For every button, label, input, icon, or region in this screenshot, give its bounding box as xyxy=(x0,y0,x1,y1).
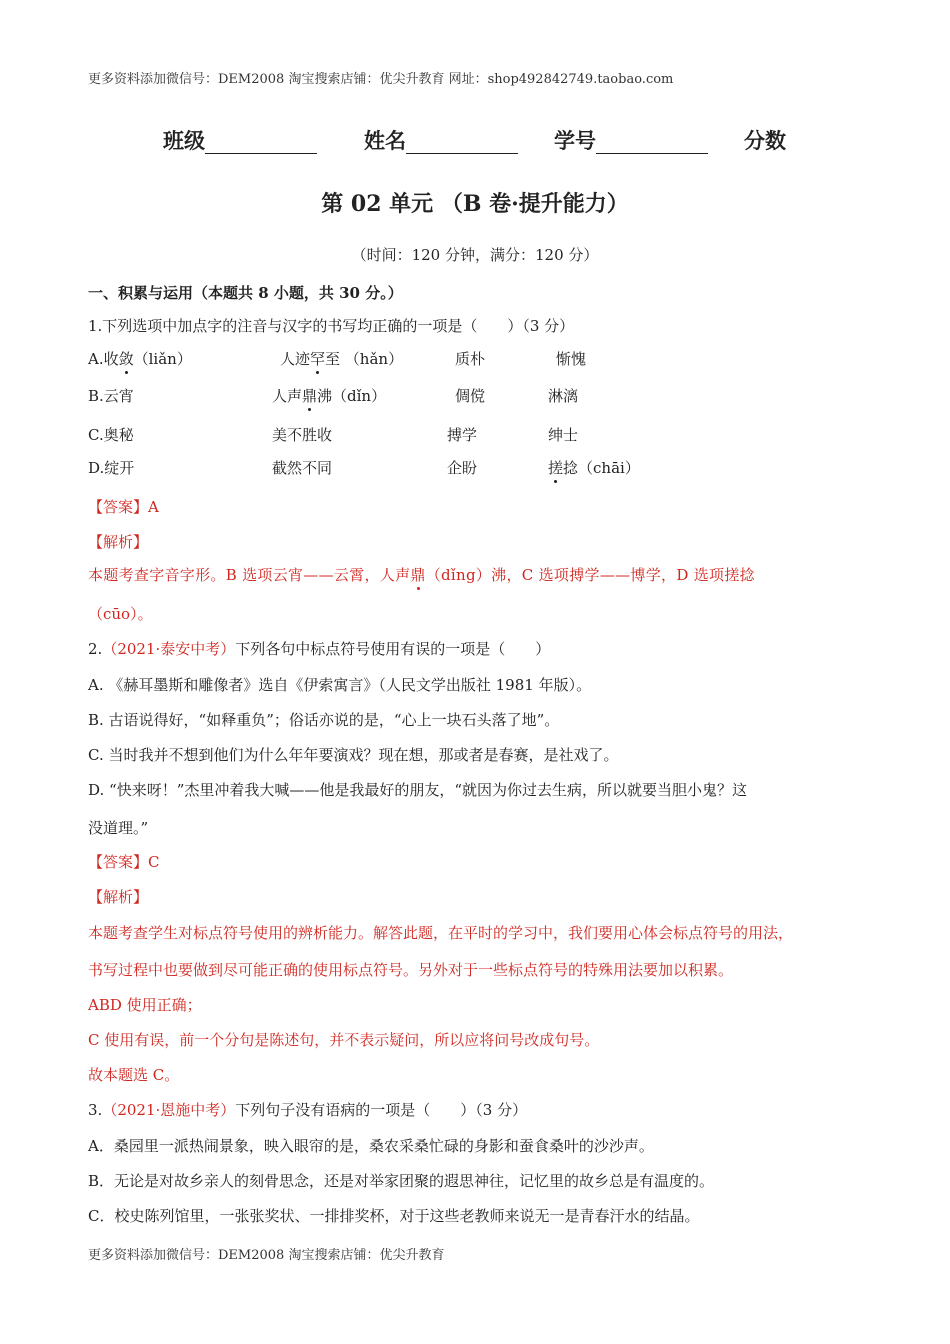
q1-a-col1: A.收敛（liǎn） xyxy=(88,350,192,368)
q2-analysis-label: 【解析】 xyxy=(88,888,149,906)
q2-option-a: A. 《赫耳墨斯和雕像者》选自《伊索寓言》（人民文学出版社 1981 年版）。 xyxy=(88,676,592,694)
q3-source: （2021·恩施中考） xyxy=(102,1101,236,1119)
q1-answer: 【答案】A xyxy=(88,498,159,516)
q1-d-col3: 企盼 xyxy=(447,459,478,477)
q2-analysis-line2: 书写过程中也要做到尽可能正确的使用标点符号。另外对于一些标点符号的特殊用法要加以积累。 xyxy=(88,961,734,979)
number-label: 学号 xyxy=(554,128,596,153)
q1-b-col2: 人声鼎沸（dǐn） xyxy=(272,387,387,405)
name-blank xyxy=(406,133,518,154)
q2-analysis-line1: 本题考查学生对标点符号使用的辨析能力。解答此题，在平时的学习中，我们要用心体会标点符号的用法， xyxy=(88,924,794,942)
q1-c-col2: 美不胜收 xyxy=(272,426,333,444)
q2-analysis-line4: C 使用有误，前一个分句是陈述句，并不表示疑问，所以应将问号改成句号。 xyxy=(88,1031,600,1049)
q1-d-col4: 搓捻（chāi） xyxy=(548,459,640,477)
score-label: 分数 xyxy=(744,128,786,153)
q1-a-col2: 人迹罕至 （hǎn） xyxy=(280,350,404,368)
q1-b-col3: 倜傥 xyxy=(455,387,486,405)
q1-analysis-line2: （cūo）。 xyxy=(88,605,153,623)
q1-c-col3: 搏学 xyxy=(447,426,478,444)
emphasis-dot: 鼎 xyxy=(410,566,426,584)
page-header: 更多资料添加微信号：DEM2008 淘宝搜索店铺：优尖升教育 网址：shop492842749.taobao.com xyxy=(88,72,674,87)
number-field xyxy=(554,128,708,154)
number-blank xyxy=(596,133,708,154)
q3-option-c: C．校史陈列馆里，一张张奖状、一排排奖杯，对于这些老教师来说无一是青春汗水的结晶。 xyxy=(88,1207,700,1225)
page-title: 第 02 单元 （B 卷·提升能力） xyxy=(321,191,629,217)
q2-analysis-line5: 故本题选 C。 xyxy=(88,1066,180,1084)
q2-source: （2021·泰安中考） xyxy=(102,640,236,658)
emphasis-dot: 敛 xyxy=(118,350,134,368)
page-subtitle: （时间：120 分钟，满分：120 分） xyxy=(351,246,599,264)
q1-c-col1: C.奥秘 xyxy=(88,426,134,444)
q2-stem: 2.（2021·泰安中考）下列各句中标点符号使用有误的一项是（ ） xyxy=(88,640,551,658)
q1-analysis-line1: 本题考查字音字形。B 选项云宵——云霄，人声鼎（dǐng）沸，C 选项搏学——博学，D 选项搓捻 xyxy=(88,566,755,584)
section-heading: 一、积累与运用（本题共 8 小题，共 30 分。） xyxy=(88,284,403,302)
q2-option-c: C. 当时我并不想到他们为什么年年要演戏？现在想，那或者是春赛，是社戏了。 xyxy=(88,746,619,764)
emphasis-dot: 罕 xyxy=(310,350,326,368)
q1-b-col4: 淋漓 xyxy=(548,387,579,405)
q2-answer: 【答案】C xyxy=(88,853,160,871)
q2-analysis-line3: ABD 使用正确； xyxy=(88,996,202,1014)
q2-option-d-line2: 没道理。” xyxy=(88,819,149,837)
q3-stem: 3.（2021·恩施中考）下列句子没有语病的一项是（ ）（3 分） xyxy=(88,1101,528,1119)
emphasis-dot: 鼎 xyxy=(302,387,318,405)
name-label: 姓名 xyxy=(364,128,406,153)
q1-d-col2: 截然不同 xyxy=(272,459,333,477)
q2-option-b: B. 古语说得好，“如释重负”；俗话亦说的是，“心上一块石头落了地”。 xyxy=(88,711,560,729)
page-footer: 更多资料添加微信号：DEM2008 淘宝搜索店铺：优尖升教育 xyxy=(88,1248,445,1263)
emphasis-dot: 搓 xyxy=(548,459,564,477)
class-blank xyxy=(205,133,317,154)
q1-b-col1: B.云宵 xyxy=(88,387,134,405)
class-field xyxy=(163,128,317,154)
q1-stem: 1.下列选项中加点字的注音与汉字的书写均正确的一项是（ ）（3 分） xyxy=(88,317,575,335)
q1-c-col4: 绅士 xyxy=(548,426,579,444)
q1-analysis-label: 【解析】 xyxy=(88,533,149,551)
q3-option-a: A．桑园里一派热闹景象，映入眼帘的是，桑农采桑忙碌的身影和蚕食桑叶的沙沙声。 xyxy=(88,1137,654,1155)
q3-option-b: B．无论是对故乡亲人的刻骨思念，还是对举家团聚的遐思神往，记忆里的故乡总是有温度的。 xyxy=(88,1172,715,1190)
q1-d-col1: D.绽开 xyxy=(88,459,135,477)
class-label: 班级 xyxy=(163,128,205,153)
q2-option-d-line1: D. “快来呀！”杰里冲着我大喊——他是我最好的朋友，“就因为你过去生病，所以就要当胆小鬼？这 xyxy=(88,781,748,799)
q1-a-col4: 惭愧 xyxy=(556,350,587,368)
q1-a-col3: 质朴 xyxy=(455,350,486,368)
name-field xyxy=(364,128,518,154)
